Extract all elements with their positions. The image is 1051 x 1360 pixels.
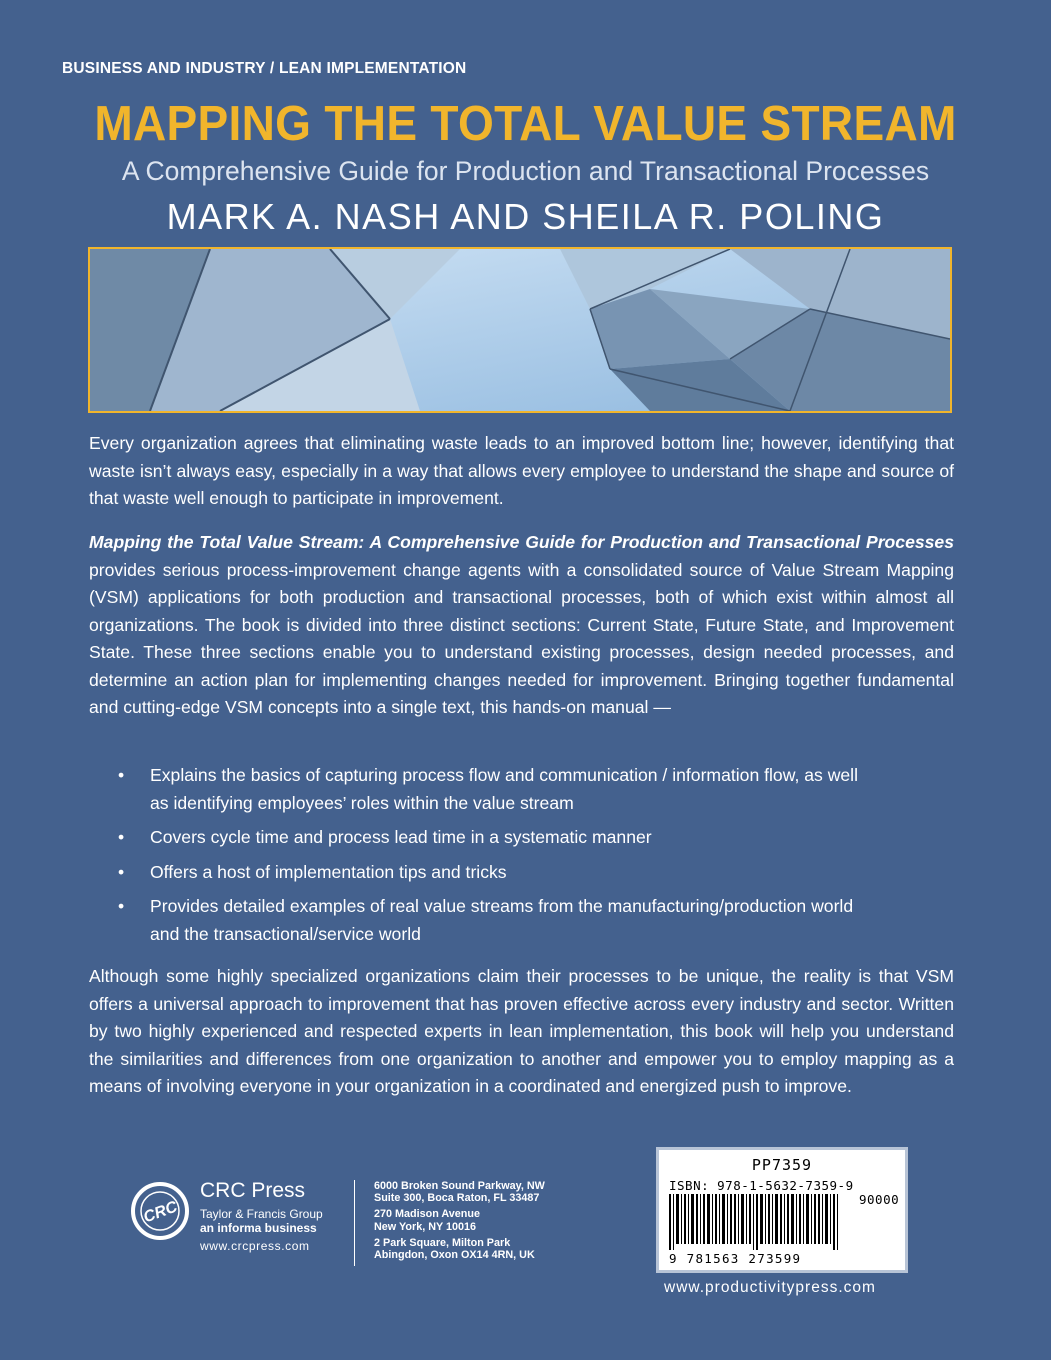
cover-photo xyxy=(88,247,952,413)
address-line: 6000 Broken Sound Parkway, NW xyxy=(374,1180,545,1192)
list-item xyxy=(118,824,878,852)
bullet-icon: • xyxy=(118,861,125,882)
publisher-name: CRC Press xyxy=(200,1179,306,1202)
list-item-text: Offers a host of implementation tips and tricks xyxy=(150,861,507,882)
feature-list xyxy=(118,762,878,955)
book-title: MAPPING THE TOTAL VALUE STREAM xyxy=(94,97,957,151)
publisher-group xyxy=(200,1207,323,1235)
list-item xyxy=(118,859,878,887)
bullet-icon: • xyxy=(118,896,125,916)
list-item xyxy=(118,893,878,948)
publisher-url: www.crcpress.com xyxy=(200,1239,310,1253)
barcode-bars xyxy=(669,1194,849,1250)
crc-logo-icon xyxy=(130,1181,190,1241)
price-code: 90000 xyxy=(859,1192,900,1207)
book-authors: MARK A. NASH AND SHEILA R. POLING xyxy=(166,196,885,237)
architecture-image xyxy=(90,249,950,411)
address-line: Abingdon, Oxon OX14 4RN, UK xyxy=(374,1249,535,1262)
publisher-divider xyxy=(354,1180,355,1266)
isbn-barcode xyxy=(656,1147,908,1273)
website-url[interactable]: www.productivitypress.com xyxy=(664,1279,876,1296)
list-item-text: Covers cycle time and process lead time in a systematic manner xyxy=(150,827,652,847)
publisher-group-line: an informa business xyxy=(200,1221,317,1235)
crc-logo-text: CRC xyxy=(141,1198,180,1227)
address-line: New York, NY 10016 xyxy=(374,1220,477,1233)
list-item xyxy=(118,762,878,817)
bullet-icon: • xyxy=(118,765,125,785)
bullet-icon: • xyxy=(118,827,125,847)
list-item-text: Provides detailed examples of real value streams from the manufacturing/production world and the transactional/service world xyxy=(150,896,854,944)
description-text: provides serious process-improvement change agents with a consolidated source of Value Stream Mapping (VSM) applications for both production and transactional processes, both of which exist within almost all organizations. The book is divided into three distinct sections: Current State, Future State, and Improvement State. These three sections enable you to understand existing processes, design needed processes, and determine an action plan for implementing changes needed for improvement. Bringing together fundamental and cutting-edge VSM concepts into a single text, this hands-on manual — xyxy=(89,559,954,717)
address-line: 270 Madison Avenue xyxy=(374,1208,481,1221)
intro-paragraph: Every organization agrees that eliminating waste leads to an improved bottom line; however, identifying that waste isn’t always easy, especially in a way that allows every employee to understand the shape and source of that waste well enough to participate in improvement. xyxy=(89,433,954,508)
isbn-number: ISBN: 978-1-5632-7359-9 xyxy=(669,1178,854,1193)
list-item-text: Explains the basics of capturing process flow and communication / information flow, as well as identifying employees’ roles within the value stream xyxy=(150,765,859,813)
publisher-group-line: Taylor & Francis Group xyxy=(200,1207,323,1221)
product-code: PP7359 xyxy=(751,1156,813,1174)
category-label: BUSINESS AND INDUSTRY / LEAN IMPLEMENTATION xyxy=(62,60,467,77)
closing-paragraph: Although some highly specialized organizations claim their processes to be unique, the reality is that VSM offers a universal approach to improvement that has proven effective across every industry and sector. Written by two highly experienced and respected experts in lean implementation, this book will help you understand the similarities and differences from one organization to another and empower you to employ mapping as a means of involving everyone in your organization in a coordinated and energized push to improve. xyxy=(89,966,954,1096)
publisher-address xyxy=(374,1180,545,1261)
address-line: Suite 300, Boca Raton, FL 33487 xyxy=(374,1192,540,1205)
book-subtitle: A Comprehensive Guide for Production and Transactional Processes xyxy=(121,156,930,186)
barcode-digits: 9 781563 273599 xyxy=(669,1251,802,1266)
description-paragraph xyxy=(89,529,954,722)
address-line: 2 Park Square, Milton Park xyxy=(374,1236,511,1249)
book-title-reference: Mapping the Total Value Stream: A Comprehensive Guide for Production and Transactional Processes xyxy=(89,532,954,552)
